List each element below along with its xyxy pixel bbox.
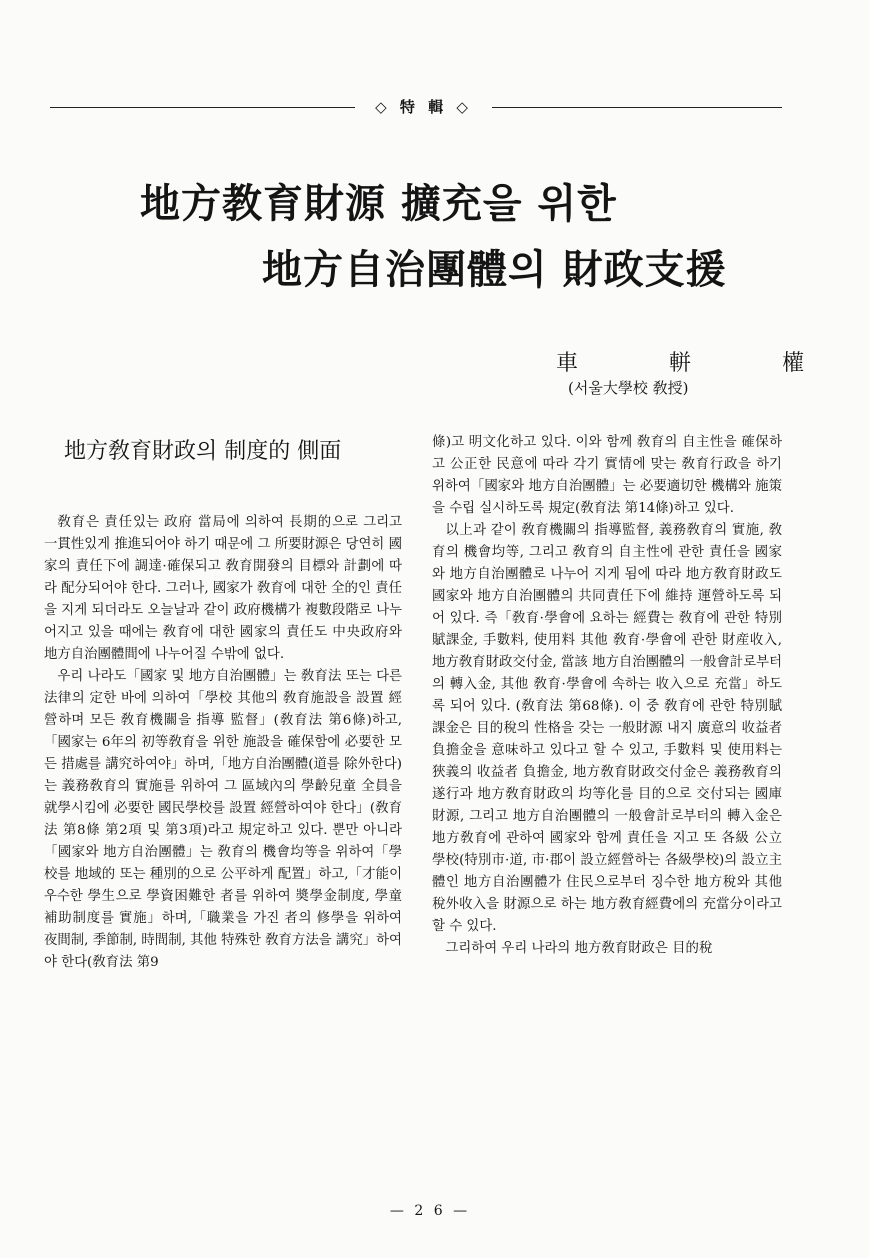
left-paragraph-1: 敎育은 責任있는 政府 當局에 의하여 長期的으로 그리고 一貫性있게 推進되어야 하기 때문에 그 所要財源은 당연히 國家의 責任下에 調達·確保되고 敎育開發의 目標와 計劃에 따라 配分되어야 한다. 그러나, 國家가 敎育에 대한 全的인 責任을 지게 되더라도 오늘날과 같이 政府機構가 複數段階로 나누어지고 있을 때에는 敎育에 대한 國家의 責任도 中央政府와 地方自治團體間에 나누어질 수밖에 없다. <box>44 515 402 662</box>
header-rule-right <box>492 107 782 108</box>
left-paragraph-2: 우리 나라도「國家 및 地方自治團體」는 敎育法 또는 다른 法律의 定한 바에 의하여「學校 其他의 敎育施設을 設置 經營하며 모든 敎育機關을 指導 監督」(敎育法 第6條)하고,「國家는 6年의 初等敎育을 위한 施設을 確保함에 必要한 모든 措處를 講究하여야」하며,「地方自治團體(道를 除外한다)는 義務敎育의 實施를 위하여 그 區域內의 學齡兒童 全員을 就學시킴에 必要한 國民學校를 設置 經營하여야 한다」(敎育法 第8條 第2項 및 第3項)라고 規定하고 있다. 뿐만 아니라「國家와 地方自治團體」는 敎育의 機會均等을 위하여「學校를 地域的 또는 種別的으로 公平하게 配置」하고,「才能이 우수한 學生으로 學資困難한 者를 위하여 奬學金制度, 學童補助制度를 實施」하며,「職業을 가진 者의 修學을 위하여 夜間制, 季節制, 時間制, 其他 特殊한 敎育方法을 講究」하여야 한다(敎育法 第9 <box>44 669 402 970</box>
right-paragraph-1: 條)고 明文化하고 있다. 이와 함께 敎育의 自主性을 確保하고 公正한 民意에 따라 각기 實情에 맞는 敎育行政을 하기 위하여「國家와 地方自治團體」는 必要適切한 機構와 施策을 수립 실시하도록 規定(敎育法 第14條)하고 있다. <box>432 435 782 516</box>
author-name: 車 軿 權 <box>556 351 846 376</box>
article-title-line2: 地方自治團體의 財政支援 <box>262 246 727 293</box>
right-paragraph-2: 以上과 같이 敎育機關의 指導監督, 義務敎育의 實施, 敎育의 機會均等, 그리고 敎育의 自主性에 관한 責任을 國家와 地方自治團體로 나누어 지게 됨에 따라 地方敎育財政도 國家와 地方自治團體의 共同責任下에 維持 運營하도록 되어 있다. 즉「敎育·學會에 요하는 經費는 敎育에 관한 特別賦課金, 手數料, 使用料 其他 敎育·學會에 관한 財産收入, 地方敎育財政交付金, 當該 地方自治團體의 一般會計로부터의 轉入金, 其他 敎育·學會에 속하는 收入으로 充當」하도록 되어 있다. (敎育法 第68條). 이 중 敎育에 관한 特別賦課金은 目的稅의 性格을 갖는 一般財源 내지 廣意의 收益者 負擔金을 意味하고 있다고 할 수 있고, 手數料 및 使用料는 狹義의 收益者 負擔金, 地方敎育財政交付金은 義務敎育의 遂行과 地方敎育財政의 均等化를 目的으로 交付되는 國庫財源, 그리고 地方自治團體의 一般會計로부터의 轉入金은 地方敎育에 관하여 國家와 함께 責任을 지고 또 各級 公立學校(特別市·道, 市·郡이 設立經營하는 各級學校)의 設立主體인 地方自治團體가 住民으로부터 징수한 地方稅와 其他 稅外收入을 財源으로 하는 地方敎育經費에의 充當分이라고 할 수 있다. <box>432 523 782 934</box>
right-paragraph-3: 그리하여 우리 나라의 地方敎育財政은 目的稅 <box>445 941 713 956</box>
right-column <box>432 432 782 960</box>
header-rule-left <box>50 107 355 108</box>
section-label: ◇ 特 輯 ◇ <box>375 98 472 116</box>
article-title-line1: 地方教育財源 擴充을 위한 <box>140 180 617 227</box>
left-column <box>44 512 402 974</box>
section-subheading: 地方敎育財政의 制度的 側面 <box>64 439 342 464</box>
page-number: — 2 6 — <box>389 1203 471 1219</box>
author-affiliation: (서울大學校 敎授) <box>568 379 689 397</box>
